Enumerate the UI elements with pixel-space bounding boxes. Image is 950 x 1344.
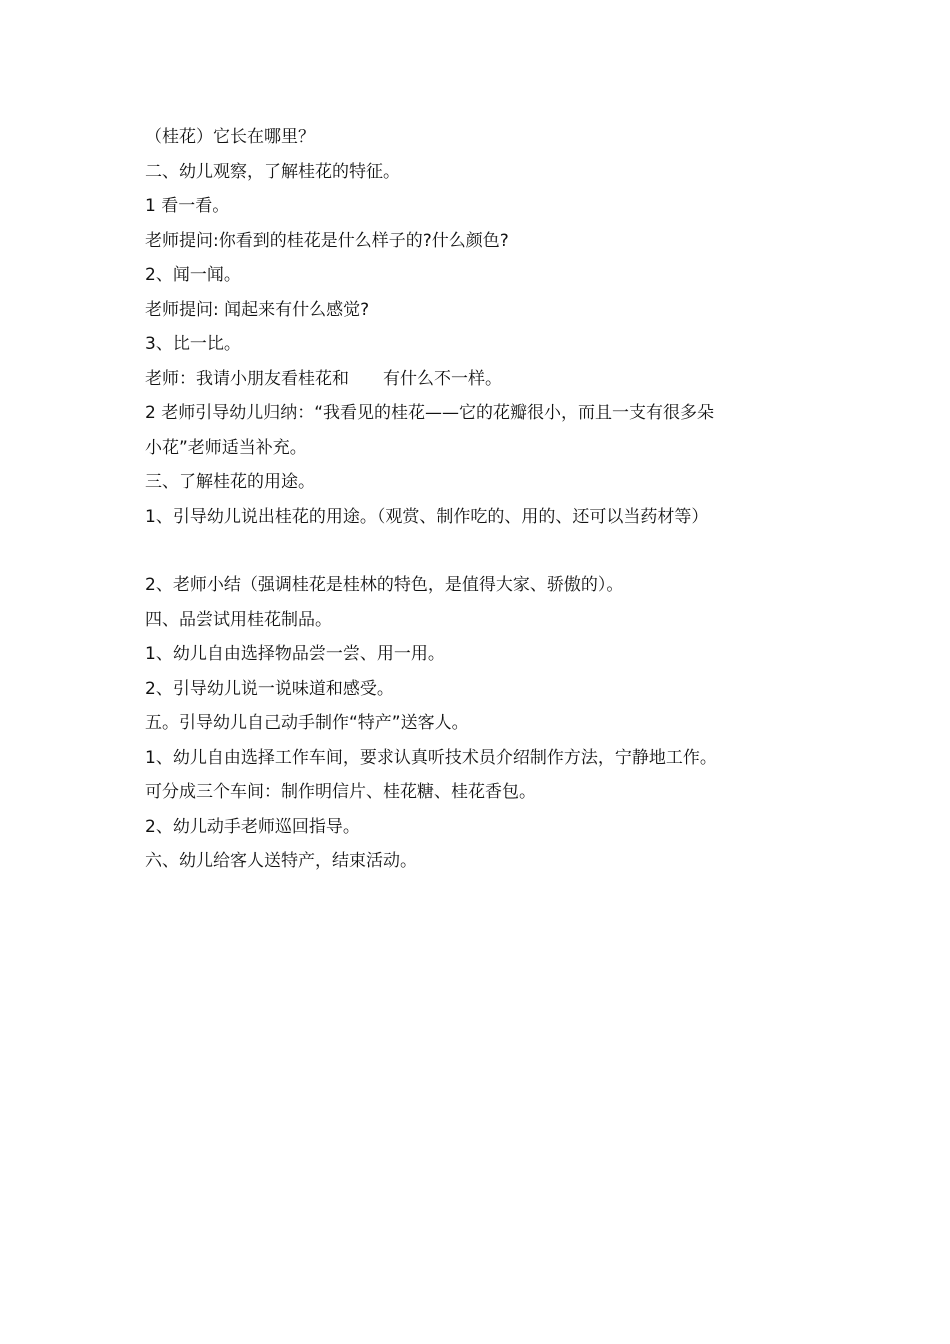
text-line: 老师：我请小朋友看桂花和 有什么不一样。 xyxy=(145,368,502,389)
text-line: 可分成三个车间：制作明信片、桂花糖、桂花香包。 xyxy=(145,782,536,802)
section-heading: 二、幼儿观察，了解桂花的特征。 xyxy=(145,161,400,182)
text-line: 2、幼儿动手老师巡回指导。 xyxy=(145,816,360,837)
text-line: 小花”老师适当补充。 xyxy=(145,437,307,458)
section-heading: 五。引导幼儿自己动手制作“特产”送客人。 xyxy=(145,713,469,733)
text-line: 1、幼儿自由选择物品尝一尝、用一用。 xyxy=(145,644,445,664)
section-heading: 六、幼儿给客人送特产，结束活动。 xyxy=(145,851,417,871)
text-line: 2、闻一闻。 xyxy=(145,265,241,285)
blank-line xyxy=(145,534,805,568)
text-line: 老师提问: 闻起来有什么感觉? xyxy=(145,299,370,320)
document-body xyxy=(145,120,805,879)
text-line: （桂花）它长在哪里？ xyxy=(145,127,315,147)
text-line: 1 看一看。 xyxy=(145,196,230,216)
text-line: 3、比一比。 xyxy=(145,334,241,354)
text-line: 2、老师小结（强调桂花是桂林的特色，是值得大家、骄傲的）。 xyxy=(145,575,624,595)
section-heading: 三、了解桂花的用途。 xyxy=(145,472,315,492)
text-line: 2 老师引导幼儿归纳：“我看见的桂花——它的花瓣很小，而且一支有很多朵 xyxy=(145,403,715,423)
text-line: 2、引导幼儿说一说味道和感受。 xyxy=(145,678,394,699)
section-heading: 四、品尝试用桂花制品。 xyxy=(145,609,332,630)
text-line: 老师提问:你看到的桂花是什么样子的?什么颜色? xyxy=(145,230,509,251)
text-line: 1、幼儿自由选择工作车间，要求认真听技术员介绍制作方法，宁静地工作。 xyxy=(145,747,717,768)
text-line: 1、引导幼儿说出桂花的用途。（观赏、制作吃的、用的、还可以当药材等） xyxy=(145,506,709,527)
